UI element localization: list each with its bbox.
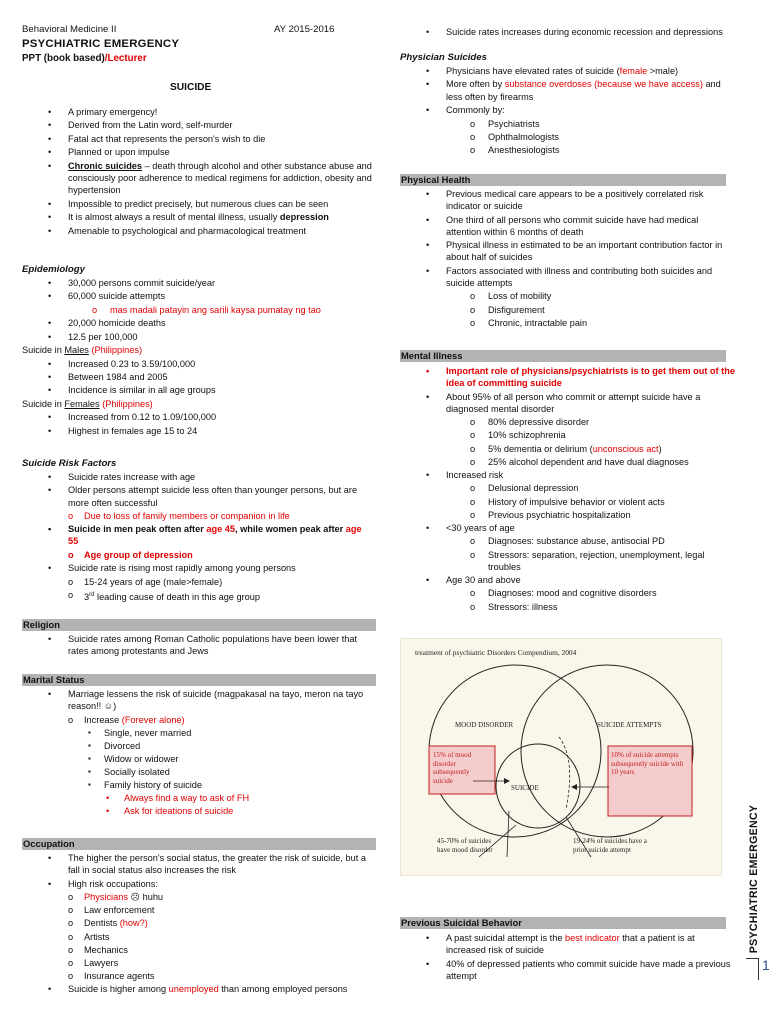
dementia-red: unconscious act [592, 443, 659, 454]
list-item: o Previous psychiatric hospitalization [400, 509, 736, 521]
list-item: ▪ Socially isolated [22, 766, 372, 778]
list-item: • Impossible to predict precisely, but numerous clues can be seen [22, 198, 372, 210]
list-item: o Age group of depression [22, 549, 372, 561]
list-item: • Increased 0.23 to 3.59/100,000 [22, 358, 372, 370]
physical-section [400, 188, 736, 330]
phys-rate-b: >male) [647, 66, 679, 76]
course-name: Behavioral Medicine II [22, 24, 117, 35]
ordinal-number: 3 [84, 591, 90, 602]
dementia-a: 5% dementia or delirium ( [488, 443, 593, 454]
females-label: Females [64, 398, 100, 409]
list-item: o Insurance agents [22, 970, 372, 982]
phys-rate-red: female [619, 66, 648, 76]
list-item: ▪ Family history of suicide [22, 779, 372, 791]
list-item: • Incidence is similar in all age groups [22, 384, 372, 396]
list-item: • <30 years of age [400, 522, 736, 534]
previous-list [400, 932, 736, 982]
left-arrowhead [504, 778, 510, 784]
list-item [400, 932, 736, 956]
unemp-suffix: than among employed persons [218, 984, 348, 995]
list-item: • 20,000 homicide deaths [22, 317, 372, 329]
risk-sublist-2 [22, 549, 372, 561]
unemp-prefix: Suicide is higher among [68, 984, 169, 995]
list-item: • Suicide rates increases during economic recession and depressions [400, 26, 736, 38]
attempts-label: SUICIDE ATTEMPTS [597, 721, 662, 729]
females-red: (Philippines) [102, 398, 153, 409]
occupation-section [22, 852, 372, 997]
mental-list-3 [400, 522, 736, 534]
bottom-right-text: 19-24% of suicides have a prior suicide attempt [573, 837, 647, 854]
suicide-list [22, 106, 372, 237]
mental-sublist-4 [400, 587, 736, 612]
list-item: o Psychiatrists [400, 118, 736, 130]
economic-list [400, 26, 736, 38]
list-item: o Diagnoses: mood and cognitive disorders [400, 587, 736, 599]
list-item: ▪ Widow or widower [22, 753, 372, 765]
list-item: • Age 30 and above [400, 574, 736, 586]
religion-heading: Religion [22, 619, 376, 631]
list-item [400, 65, 736, 77]
increase-label: Increase [84, 714, 122, 725]
list-item: • The higher the person's social status, the greater the risk of suicide, but a fall in social status also increases the risk [22, 852, 372, 876]
risk-sublist-3 [22, 576, 372, 603]
list-item: o Lawyers [22, 957, 372, 969]
list-item: o Stressors: separation, rejection, unemployment, legal troubles [400, 549, 736, 573]
women-peak-text: , while women peak after [234, 524, 346, 535]
list-item: • 40% of depressed patients who commit suicide have made a previous attempt [400, 958, 736, 982]
phys-method-a: More often by [446, 79, 505, 90]
list-item: • Previous medical care appears to be a positively correlated risk indicator or suicide [400, 188, 736, 212]
suicide-section [22, 106, 372, 238]
epidemiology-list-2 [22, 317, 372, 343]
epidemiology-section [22, 264, 372, 438]
list-item: • About 95% of all person who commit or attempt suicide have a diagnosed mental disorder [400, 391, 736, 415]
list-item: o Law enforcement [22, 904, 372, 916]
marital-section [22, 688, 372, 818]
academic-year: AY 2015-2016 [274, 24, 335, 35]
list-item: o History of impulsive behavior or violent acts [400, 496, 736, 508]
list-item: o mas madali patayin ang sarili kaysa pumatay ng tao [22, 304, 372, 316]
ordinal-suffix: rd [89, 591, 95, 598]
list-item: o Artists [22, 931, 372, 943]
epidemiology-sublist [22, 304, 372, 316]
list-item: o Delusional depression [400, 482, 736, 494]
unemp-red: unemployed [168, 984, 219, 995]
risk-section [22, 458, 372, 604]
previous-heading: Previous Suicidal Behavior [400, 917, 726, 929]
bottom-left-line-2 [507, 811, 509, 857]
mood-label: MOOD DISORDER [455, 721, 514, 729]
marital-sublist [22, 714, 372, 726]
list-item: • Factors associated with illness and contributing both suicides and suicide attempts [400, 265, 736, 289]
list-item: • Suicide rates among Roman Catholic populations have been lower that rates among protestants and Jews [22, 633, 372, 657]
list-item: o Ophthalmologists [400, 131, 736, 143]
list-item [22, 983, 372, 995]
list-item: o 25% alcohol dependent and have dual diagnoses [400, 456, 736, 468]
epidemiology-heading: Epidemiology [22, 264, 85, 275]
list-item: • Older persons attempt suicide less often than younger persons, but are more often successful [22, 484, 372, 508]
occupation-list-2 [22, 983, 372, 995]
list-item: • One third of all persons who commit suicide have had medical attention within 6 months of death [400, 214, 736, 238]
list-item: o Anesthesiologists [400, 144, 736, 156]
men-peak-text: Suicide in men peak often after [68, 524, 207, 535]
chronic-label: Chronic suicides [68, 160, 143, 171]
physician-sublist [400, 118, 736, 156]
list-item [400, 78, 736, 102]
list-item: o 80% depressive disorder [400, 416, 736, 428]
list-item: • Ask for ideations of suicide [22, 805, 372, 817]
list-item: • Increased from 0.12 to 1.09/100,000 [22, 411, 372, 423]
occupation-heading: Occupation [22, 838, 376, 850]
list-item [22, 714, 372, 726]
physicians-red: Physicians [84, 892, 128, 903]
list-item: • Derived from the Latin word, self-murder [22, 119, 372, 131]
females-list [22, 411, 372, 437]
marital-list [22, 688, 372, 712]
figure-caption: treatment of psychiatric Disorders Compendium, 2004 [415, 648, 577, 657]
source-prefix: PPT (book based) [22, 53, 105, 64]
women-peak-age: age 55 [68, 524, 362, 547]
risk-list-2 [22, 523, 372, 547]
dementia-b: ) [658, 443, 662, 454]
list-item: • Suicide rates increase with age [22, 471, 372, 483]
list-item: o 10% schizophrenia [400, 429, 736, 441]
males-prefix: Suicide in [22, 345, 65, 356]
list-item [22, 523, 372, 547]
religion-list [22, 633, 372, 657]
increase-red: (Forever alone) [121, 714, 185, 725]
list-item: o Loss of mobility [400, 290, 736, 302]
religion-section [22, 633, 372, 659]
physical-sublist [400, 290, 736, 328]
mental-list-4 [400, 574, 736, 586]
bottom-left-text: 45-70% of suicides have mood disorder [437, 837, 493, 854]
right-arrowhead [571, 784, 577, 790]
physician-list [400, 65, 736, 116]
epidemiology-list [22, 277, 372, 303]
list-item: • Fatal act that represents the person's wish to die [22, 133, 372, 145]
source-line [22, 53, 147, 64]
mental-sublist-2 [400, 482, 736, 520]
list-item: • A primary emergency! [22, 106, 372, 118]
risk-list-3 [22, 562, 372, 574]
overlap-dash [559, 737, 570, 809]
list-item: ▪ Single, never married [22, 727, 372, 739]
risk-sublist [22, 510, 372, 522]
indicator-a: A past suicidal attempt is the [446, 933, 565, 943]
physicians-rest: ☹ huhu [127, 892, 164, 903]
females-prefix: Suicide in [22, 398, 65, 409]
occupation-sublist [22, 891, 372, 982]
list-item [22, 589, 372, 603]
list-item [22, 891, 372, 903]
men-peak-age: age 45 [206, 524, 235, 535]
physician-section [400, 52, 736, 157]
physical-list [400, 188, 736, 289]
left-box-text: 15% of mood disorder subsequently suicide [433, 751, 472, 785]
marital-items [22, 727, 372, 791]
list-item [400, 443, 736, 455]
physical-heading: Physical Health [400, 174, 726, 186]
mental-prefix: It is almost always a result of mental illness, usually [68, 212, 280, 223]
suicide-label: SUICIDE [511, 784, 539, 792]
indicator-red: best indicator [565, 933, 620, 943]
list-item: • Important role of physicians/psychiatrists is to get them out of the idea of committing suicide [400, 365, 736, 389]
document-title: PSYCHIATRIC EMERGENCY [22, 38, 180, 50]
previous-section [400, 932, 736, 983]
list-item: • Between 1984 and 2005 [22, 371, 372, 383]
side-divider [746, 958, 758, 959]
venn-diagram-figure [400, 638, 722, 876]
list-item: • Always find a way to ask of FH [22, 792, 372, 804]
right-box-text: 10% of suicide attempts subsequently suicide with 10 years [611, 751, 684, 777]
occupation-list [22, 852, 372, 890]
phys-method-b: and less often by firearms [446, 79, 721, 102]
phys-method-red: substance overdoses (because we have access) [504, 79, 703, 90]
list-item: • Planned or upon impulse [22, 146, 372, 158]
list-item: • Highest in females age 15 to 24 [22, 425, 372, 437]
dentists-red: (how?) [119, 918, 148, 929]
list-item: ▪ Divorced [22, 740, 372, 752]
fh-items [22, 792, 372, 817]
phys-rate-a: Physicians have elevated rates of suicide ( [446, 66, 620, 76]
females-heading [22, 398, 372, 410]
physician-heading: Physician Suicides [400, 52, 487, 63]
dentists-label: Dentists [84, 918, 120, 929]
chronic-text: – death through alcohol and other substance abuse and consciously poor adherence to medical regimens for addiction, obesity and hypertension [68, 160, 372, 196]
list-item: • Amenable to psychological and pharmacological treatment [22, 225, 372, 237]
list-item [22, 917, 372, 929]
list-item: o Disfigurement [400, 304, 736, 316]
mental-section [400, 365, 736, 614]
males-red: (Philippines) [91, 345, 143, 356]
list-item: o Due to loss of family members or companion in life [22, 510, 372, 522]
list-item: • 12.5 per 100,000 [22, 331, 372, 343]
source-suffix: /Lecturer [104, 53, 147, 64]
risk-list [22, 471, 372, 509]
list-item [22, 211, 372, 223]
marital-heading: Marital Status [22, 674, 376, 686]
list-item: o Diagnoses: substance abuse, antisocial PD [400, 535, 736, 547]
page-number: 1 [762, 957, 770, 973]
mental-sublist-3 [400, 535, 736, 572]
ordinal-text: leading cause of death in this age group [94, 591, 260, 602]
list-item: • Suicide rate is rising most rapidly among young persons [22, 562, 372, 574]
list-item [22, 160, 372, 196]
mental-list-2 [400, 469, 736, 481]
mental-bold: depression [279, 212, 329, 223]
side-label-text: PSYCHIATRIC EMERGENCY [748, 804, 760, 954]
list-item: o Chronic, intractable pain [400, 317, 736, 329]
side-vertical-divider [758, 958, 759, 980]
males-heading [22, 344, 372, 356]
side-label [747, 792, 761, 966]
males-list [22, 358, 372, 397]
list-item: o 15-24 years of age (male>female) [22, 576, 372, 588]
mental-list [400, 365, 736, 415]
list-item: o Mechanics [22, 944, 372, 956]
list-item: • Physical illness in estimated to be an important contribution factor in about half of suicides [400, 239, 736, 263]
economic-section [400, 26, 736, 39]
mental-heading: Mental Illness [400, 350, 726, 362]
males-label: Males [64, 345, 89, 356]
list-item: • Increased risk [400, 469, 736, 481]
suicide-heading: SUICIDE [170, 82, 212, 93]
list-item: • 30,000 persons commit suicide/year [22, 277, 372, 289]
mental-sublist [400, 416, 736, 468]
list-item: • Commonly by: [400, 104, 736, 116]
list-item: • 60,000 suicide attempts [22, 290, 372, 302]
list-item: o Stressors: illness [400, 601, 736, 613]
list-item: • High risk occupations: [22, 878, 372, 890]
risk-heading: Suicide Risk Factors [22, 458, 117, 469]
indicator-b: that a patient is at increased risk of suicide [446, 933, 695, 956]
header-row [22, 24, 362, 35]
list-item: • Marriage lessens the risk of suicide (magpakasal na tayo, meron na tayo reason!! ☺) [22, 688, 372, 712]
